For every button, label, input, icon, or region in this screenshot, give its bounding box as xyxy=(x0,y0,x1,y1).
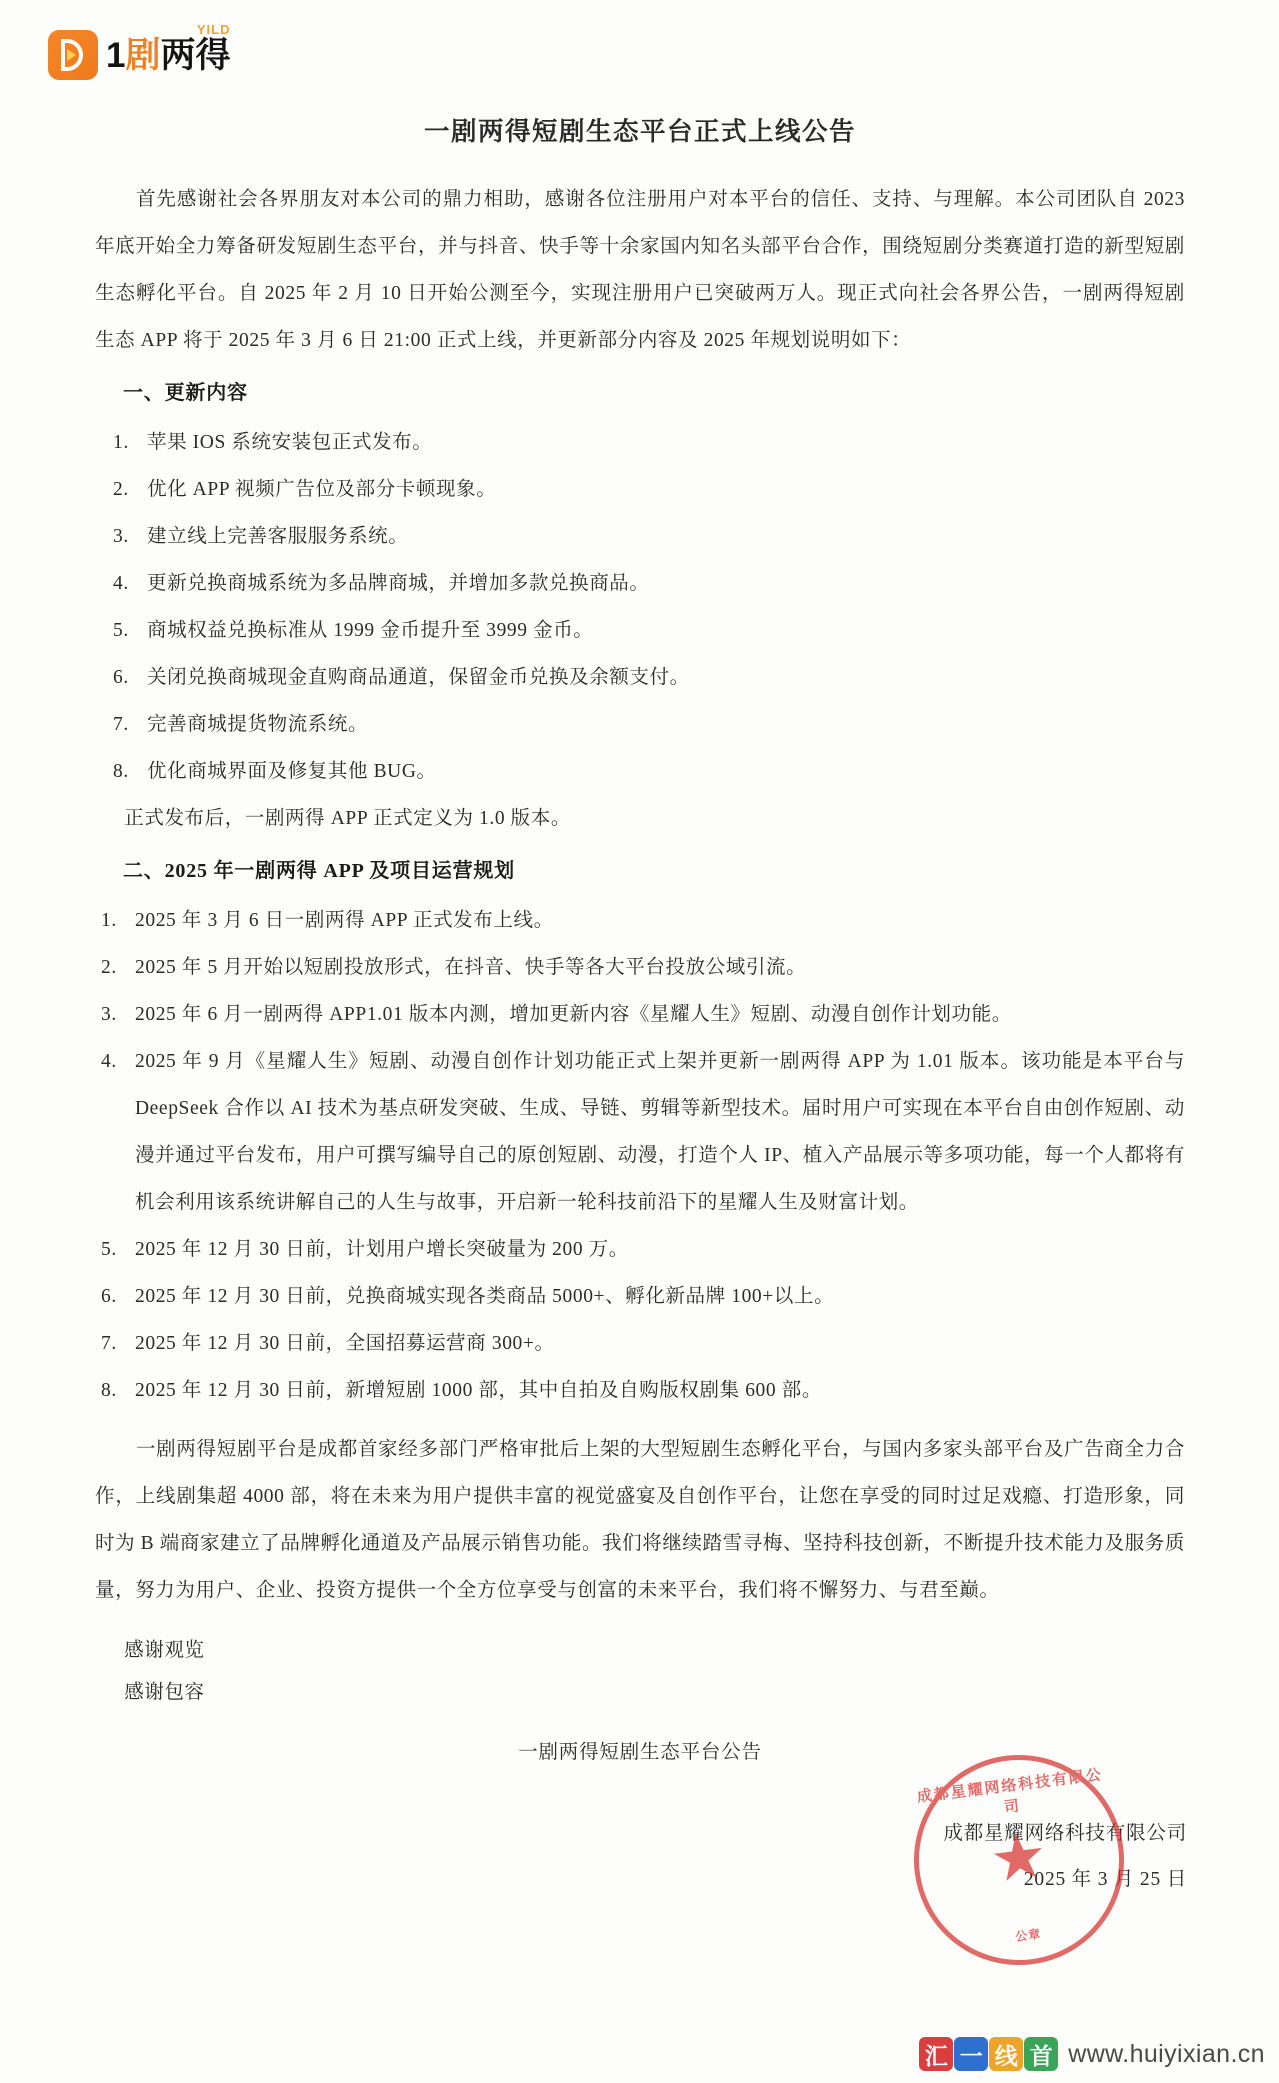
watermark-letter-4: 首 xyxy=(1024,2037,1058,2071)
list-item-number: 4. xyxy=(113,573,129,594)
list-item xyxy=(95,419,1185,466)
list-item xyxy=(95,1320,1185,1367)
list-item xyxy=(95,560,1185,607)
list-item xyxy=(95,701,1185,748)
list-item xyxy=(95,513,1185,560)
seal-top-text: 成都星耀网络科技有限公司 xyxy=(916,1766,1104,1817)
thanks-line-2: 感谢包容 xyxy=(124,1682,205,1703)
signoff-block xyxy=(943,1811,1187,1903)
seal-star-icon: ★ xyxy=(989,1828,1049,1891)
watermark-letter-1: 汇 xyxy=(919,2037,953,2071)
watermark-url: www.huiyixian.cn xyxy=(1068,2039,1265,2068)
list-item-number: 3. xyxy=(101,1004,117,1025)
update-content-list xyxy=(95,419,1185,795)
list-item-text: 2025 年 6 月一剧两得 APP1.01 版本内测，增加更新内容《星耀人生》短剧、动漫自创作计划功能。 xyxy=(135,1004,1012,1025)
list-item xyxy=(95,1273,1185,1320)
page-title: 一剧两得短剧生态平台正式上线公告 xyxy=(423,117,856,146)
play-button-logo-icon xyxy=(48,30,98,80)
list-item-number: 4. xyxy=(101,1051,117,1072)
list-item xyxy=(95,1367,1185,1414)
list-item-text: 完善商城提货物流系统。 xyxy=(147,714,369,735)
list-item xyxy=(95,748,1185,795)
brand-accent-char: 剧 xyxy=(125,35,161,75)
list-item-text: 优化 APP 视频广告位及部分卡顿现象。 xyxy=(147,479,497,500)
brand-superscript: YILD xyxy=(196,21,231,37)
list-item-number: 5. xyxy=(113,620,129,641)
list-item-number: 2. xyxy=(113,479,129,500)
signoff-date: 2025 年 3 月 25 日 xyxy=(1023,1869,1187,1890)
list-item xyxy=(95,1038,1185,1226)
list-item-number: 7. xyxy=(113,714,129,735)
list-item xyxy=(95,1226,1185,1273)
closing-paragraph: 一剧两得短剧平台是成都首家经多部门严格审批后上架的大型短剧生态孵化平台，与国内多家头部平台及广告商全力合作，上线剧集超 4000 部，将在未来为用户提供丰富的视觉盛宴及自创作平台，让您在享受的同时过足戏瘾、打造形象，同时为 B 端商家建立了品牌孵化通道及产品展示销售功能。我们将继续踏雪寻梅、坚持科技创新，不断提升技术能力及服务质量，努力为用户、企业、投资方提供一个全方位享受与创富的未来平台，我们将不懈努力、与君至巅。 xyxy=(95,1439,1185,1601)
list-item xyxy=(95,944,1185,991)
list-item-text: 更新兑换商城系统为多品牌商城，并增加多款兑换商品。 xyxy=(147,573,650,594)
watermark-bar xyxy=(901,2027,1279,2083)
list-item-number: 1. xyxy=(113,432,129,453)
list-item-text: 2025 年 12 月 30 日前，兑换商城实现各类商品 5000+、孵化新品牌 100+以上。 xyxy=(135,1286,835,1307)
list-item-number: 6. xyxy=(113,667,129,688)
list-item-number: 6. xyxy=(101,1286,117,1307)
center-signature: 一剧两得短剧生态平台公告 xyxy=(518,1742,762,1763)
list-item-number: 3. xyxy=(113,526,129,547)
list-item-text: 商城权益兑换标准从 1999 金币提升至 3999 金币。 xyxy=(147,620,594,641)
watermark-letter-2: 一 xyxy=(954,2037,988,2071)
watermark-logo-icon xyxy=(919,2037,1058,2071)
brand-wordmark-text: 1剧两得 xyxy=(106,35,231,75)
list-item-number: 8. xyxy=(113,761,129,782)
list-item-text: 优化商城界面及修复其他 BUG。 xyxy=(147,761,437,782)
thanks-line-1: 感谢观览 xyxy=(124,1640,205,1661)
section-two-heading: 二、2025 年一剧两得 APP 及项目运营规划 xyxy=(123,860,515,882)
seal-bottom-text: 公章 xyxy=(1014,1926,1043,1944)
list-item-text: 关闭兑换商城现金直购商品通道，保留金币兑换及余额支付。 xyxy=(147,667,690,688)
list-item-number: 5. xyxy=(101,1239,117,1260)
list-item xyxy=(95,654,1185,701)
brand-wordmark xyxy=(106,21,231,75)
list-item xyxy=(95,466,1185,513)
list-item-text: 建立线上完善客服服务系统。 xyxy=(147,526,409,547)
intro-paragraph: 首先感谢社会各界朋友对本公司的鼎力相助，感谢各位注册用户对本平台的信任、支持、与理解。本公司团队自 2023 年底开始全力筹备研发短剧生态平台，并与抖音、快手等十余家国内知名头部平台合作，围绕短剧分类赛道打造的新型短剧生态孵化平台。自 2025 年 2 月 10 日开始公测至今，实现注册用户已突破两万人。现正式向社会各界公告，一剧两得短剧生态 APP 将于 2025 年 3 月 6 日 21:00 正式上线，并更新部分内容及 2025 年规划说明如下： xyxy=(95,189,1185,351)
list-item-text: 2025 年 12 月 30 日前，全国招募运营商 300+。 xyxy=(135,1333,555,1354)
thanks-block xyxy=(95,1630,1185,1714)
brand-logo xyxy=(48,21,231,80)
list-item-text: 2025 年 5 月开始以短剧投放形式，在抖音、快手等各大平台投放公域引流。 xyxy=(135,957,807,978)
list-item-text: 2025 年 12 月 30 日前，新增短剧 1000 部，其中自拍及自购版权剧集 600 部。 xyxy=(135,1380,822,1401)
list-item-number: 8. xyxy=(101,1380,117,1401)
version-note: 正式发布后，一剧两得 APP 正式定义为 1.0 版本。 xyxy=(124,808,571,829)
list-item-number: 2. xyxy=(101,957,117,978)
list-item-number: 7. xyxy=(101,1333,117,1354)
list-item-text: 2025 年 9 月《星耀人生》短剧、动漫自创作计划功能正式上架并更新一剧两得 APP 为 1.01 版本。该功能是本平台与 DeepSeek 合作以 AI 技术为基点研发突破、生成、导链、剪辑等新型技术。届时用户可实现在本平台自由创作短剧、动漫并通过平台发布，用户可撰写编导自己的原创短剧、动漫，打造个人 IP、植入产品展示等多项功能，每一个人都将有机会利用该系统讲解自己的人生与故事，开启新一轮科技前沿下的星耀人生及财富计划。 xyxy=(135,1051,1185,1213)
document-body xyxy=(95,112,1185,1764)
list-item xyxy=(95,897,1185,944)
watermark-letter-3: 线 xyxy=(989,2037,1023,2071)
list-item-text: 2025 年 12 月 30 日前，计划用户增长突破量为 200 万。 xyxy=(135,1239,629,1260)
list-item xyxy=(95,991,1185,1038)
signoff-company: 成都星耀网络科技有限公司 xyxy=(943,1823,1187,1844)
section-one-heading: 一、更新内容 xyxy=(123,382,248,404)
list-item xyxy=(95,607,1185,654)
list-item-number: 1. xyxy=(101,910,117,931)
operation-plan-list xyxy=(95,897,1185,1414)
list-item-text: 苹果 IOS 系统安装包正式发布。 xyxy=(147,432,433,453)
list-item-text: 2025 年 3 月 6 日一剧两得 APP 正式发布上线。 xyxy=(135,910,554,931)
